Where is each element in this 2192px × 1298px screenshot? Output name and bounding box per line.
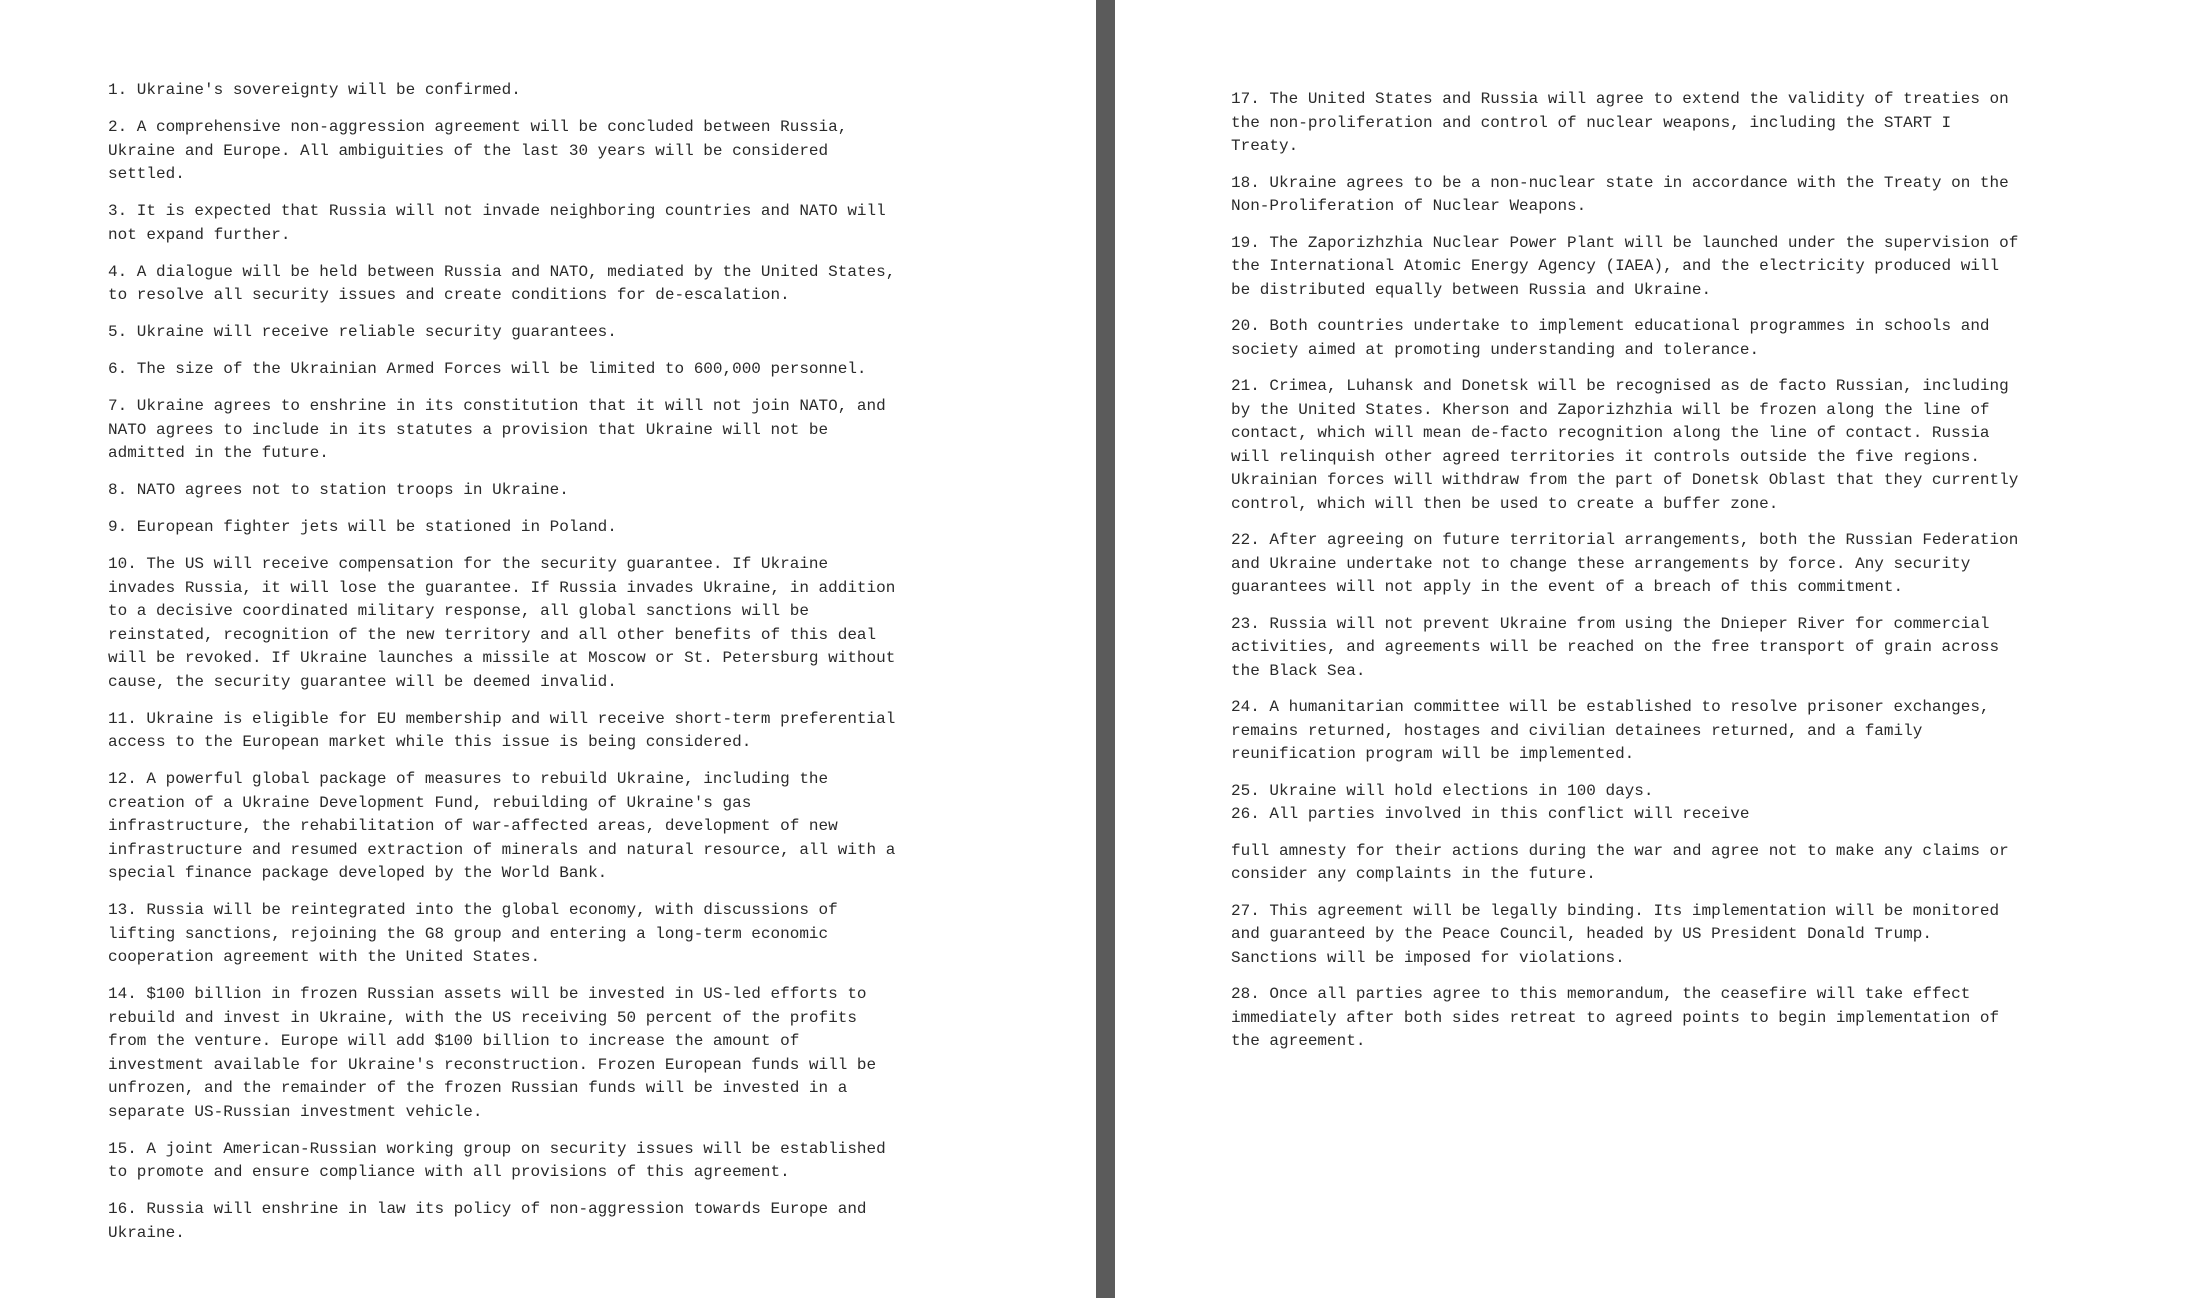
point-2: 2. A comprehensive non-aggression agreement will be concluded between Russia, Ukraine and Europe. All ambiguities of the last 30 years will be considered settled.	[108, 118, 848, 183]
point-1: 1. Ukraine's sovereignty will be confirmed.	[108, 81, 521, 99]
point-16: 16. Russia will enshrine in law its policy of non-aggression towards Europe and Ukraine.	[108, 1200, 867, 1242]
point-28: 28. Once all parties agree to this memorandum, the ceasefire will take effect immediately after both sides retreat to agreed points to begin implementation of the agreement.	[1231, 985, 2000, 1050]
point-7: 7. Ukraine agrees to enshrine in its constitution that it will not join NATO, and NATO agrees to include in its statutes a provision that Ukraine will not be admitted in the future.	[108, 397, 886, 462]
point-15: 15. A joint American-Russian working group on security issues will be established to promote and ensure compliance with all provisions of this agreement.	[108, 1139, 886, 1181]
point-9: 9. European fighter jets will be stationed in Poland.	[108, 518, 617, 536]
point-13: 13. Russia will be reintegrated into the global economy, with discussions of lifting sanctions, rejoining the G8 group and entering a long-term economic cooperation agreement with the United States.	[108, 901, 838, 966]
point-14: 14. $100 billion in frozen Russian assets will be invested in US-led efforts to rebuild and invest in Ukraine, with the US receiving 50 percent of the profits from the venture. Europe will add $100 billion to increase the amount of investment available for Ukraine's reconstruction. Frozen European funds will be unfrozen, and the remainder of the frozen Russian funds will be invested in a separate US-Russian investment vehicle.	[108, 985, 877, 1121]
point-12: 12. A powerful global package of measures to rebuild Ukraine, including the creation of a Ukraine Development Fund, rebuilding of Ukraine's gas infrastructure, the rehabilitation of war-affected areas, development of new infrastructure and resumed extraction of minerals and natural resource, all with a special finance package developed by the World Bank.	[108, 770, 896, 882]
point-24: 24. A humanitarian committee will be established to resolve prisoner exchanges, remains returned, hostages and civilian detainees returned, and a family reunification program will be implemented.	[1231, 698, 1990, 763]
point-3: 3. It is expected that Russia will not invade neighboring countries and NATO will not expand further.	[108, 202, 886, 244]
point-8: 8. NATO agrees not to station troops in Ukraine.	[108, 481, 569, 499]
page-divider	[1096, 0, 1115, 1298]
point-18: 18. Ukraine agrees to be a non-nuclear state in accordance with the Treaty on the Non-Proliferation of Nuclear Weapons.	[1231, 173, 2009, 215]
point-17: 17. The United States and Russia will agree to extend the validity of treaties on the non-proliferation and control of nuclear weapons, including the START I Treaty.	[1231, 90, 2009, 155]
point-26: 26. All parties involved in this conflict will receive	[1231, 805, 1750, 823]
point-23: 23. Russia will not prevent Ukraine from using the Dnieper River for commercial activities, and agreements will be reached on the free transport of grain across the Black Sea.	[1231, 614, 2000, 680]
right-page	[1115, 0, 2192, 1298]
point-11: 11. Ukraine is eligible for EU membership and will receive short-term preferential access to the European market while this issue is being considered.	[108, 709, 896, 751]
point-10: 10. The US will receive compensation for the security guarantee. If Ukraine invades Russia, it will lose the guarantee. If Russia invades Ukraine, in addition to a decisive coordinated military response, all global sanctions will be reinstated, recognition of the new territory and all other benefits of this deal will be revoked. If Ukraine launches a missile at Moscow or St. Petersburg without cause, the security guarantee will be deemed invalid.	[108, 555, 896, 691]
point-26-continued: full amnesty for their actions during the war and agree not to make any claims or consider any complaints in the future.	[1231, 841, 2009, 883]
point-4: 4. A dialogue will be held between Russia and NATO, mediated by the United States, to resolve all security issues and create conditions for de-escalation.	[108, 262, 896, 304]
point-6: 6. The size of the Ukrainian Armed Forces will be limited to 600,000 personnel.	[108, 360, 867, 378]
point-5: 5. Ukraine will receive reliable security guarantees.	[108, 323, 617, 341]
point-22: 22. After agreeing on future territorial arrangements, both the Russian Federation and Ukraine undertake not to change these arrangements by force. Any security guarantees will not apply in the event of a breach of this commitment.	[1231, 531, 2019, 596]
point-19: 19. The Zaporizhzhia Nuclear Power Plant will be launched under the supervision of the International Atomic Energy Agency (IAEA), and the electricity produced will be distributed equally between Russia and Ukraine.	[1231, 233, 2019, 299]
point-21: 21. Crimea, Luhansk and Donetsk will be recognised as de facto Russian, including by the United States. Kherson and Zaporizhzhia will be frozen along the line of contact, which will mean de-facto recognition along the line of contact. Russia will relinquish other agreed territories it controls outside the five regions. Ukrainian forces will withdraw from the part of Donetsk Oblast that they currently control, which will then be used to create a buffer zone.	[1231, 377, 2019, 513]
point-25: 25. Ukraine will hold elections in 100 days.	[1231, 781, 1654, 800]
point-20: 20. Both countries undertake to implement educational programmes in schools and society aimed at promoting understanding and tolerance.	[1231, 317, 1990, 359]
point-27: 27. This agreement will be legally binding. Its implementation will be monitored and guaranteed by the Peace Council, headed by US President Donald Trump. Sanctions will be imposed for violations.	[1231, 901, 2000, 967]
